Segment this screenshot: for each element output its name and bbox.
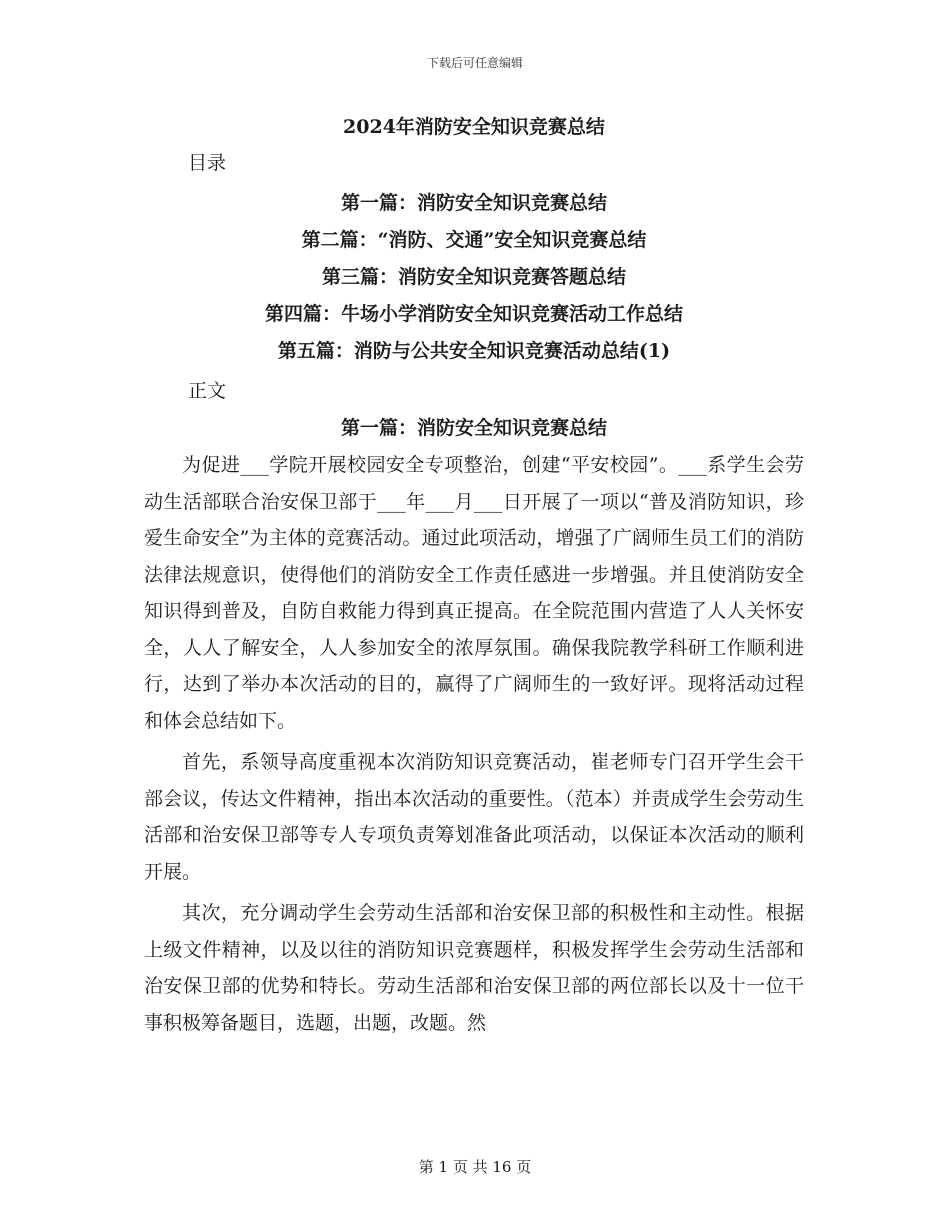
paragraph-1: 为促进___学院开展校园安全专项整治，创建“平安校园”。___系学生会劳动生活部联合治安保卫部于___年___月___日开展了一项以“普及消防知识，珍爱生命安全”为主体的竞赛活动。通过此项活动，增强了广阔师生员工们的消防法律法规意识，使得他们的消防安全工作责任感进一步增强。并且使消防安全知识得到普及，自防自救能力得到真正提高。在全院范围内营造了人人关怀安全，人人了解安全，人人参加安全的浓厚氛围。确保我院教学科研工作顺利进行，达到了举办本次活动的目的，赢得了广阔师生的一致好评。现将活动过程和体会总结如下。 xyxy=(144,454,804,732)
header-note: 下载后可任意编辑 xyxy=(426,56,523,70)
page-footer: 第 1 页 共 16 页 xyxy=(418,1158,532,1176)
toc-label: 目录 xyxy=(188,152,227,174)
document-title: 2024年消防安全知识竞赛总结 xyxy=(343,116,605,138)
toc-item-3: 第三篇：消防安全知识竞赛答题总结 xyxy=(321,266,626,288)
paragraph-2: 首先，系领导高度重视本次消防知识竞赛活动，崔老师专门召开学生会干部会议，传达文件精神，指出本次活动的重要性。（范本）并责成学生会劳动生活部和治安保卫部等专人专项负责筹划准备此项活动，以保证本次活动的顺利开展。 xyxy=(144,751,804,883)
document-page xyxy=(144,112,804,1046)
table-of-contents xyxy=(144,185,804,370)
body-heading: 第一篇：消防安全知识竞赛总结 xyxy=(340,417,607,439)
toc-item-4: 第四篇：牛场小学消防安全知识竞赛活动工作总结 xyxy=(264,303,683,325)
toc-item-5: 第五篇：消防与公共安全知识竞赛活动总结(1) xyxy=(277,340,671,362)
body-label: 正文 xyxy=(188,380,227,402)
paragraph-3: 其次，充分调动学生会劳动生活部和治安保卫部的积极性和主动性。根据上级文件精神，以及以往的消防知识竞赛题样，积极发挥学生会劳动生活部和治安保卫部的优势和特长。劳动生活部和治安保卫部的两位部长以及十一位干事积极筹备题目，选题，出题，改题。然 xyxy=(144,902,804,1034)
toc-item-1: 第一篇：消防安全知识竞赛总结 xyxy=(340,192,607,214)
toc-item-2: 第二篇：“消防、交通”安全知识竞赛总结 xyxy=(301,229,647,251)
